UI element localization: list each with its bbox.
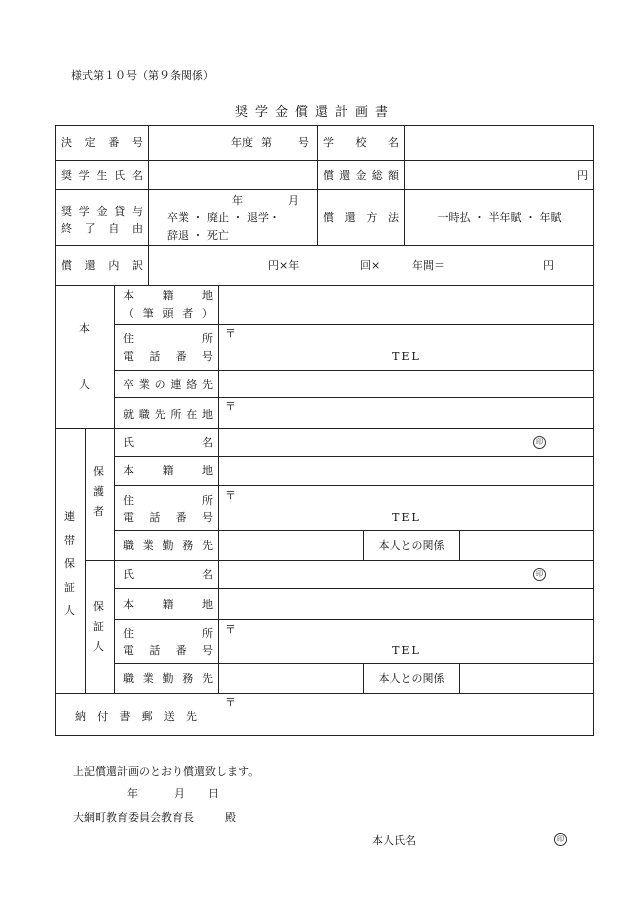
addressee: 大網町教育委員会教育長 — [73, 811, 194, 824]
employer-postal-mark: 〒 — [225, 400, 236, 413]
end-reasons-line2: 辞退 ・ 死亡 — [167, 229, 229, 242]
guardian-name-label: 氏 名 — [123, 436, 213, 449]
self-address-label: 住 所 — [123, 332, 213, 345]
loan-end-label-line1: 奨 学 金 貸 与 — [61, 205, 143, 218]
honorific: 殿 — [225, 811, 236, 824]
self-tel: TEL — [392, 350, 421, 363]
breakdown-label: 償 還 内 訳 — [61, 259, 143, 272]
guardian-relation-label: 本人との関係 — [378, 539, 445, 552]
guarantor-postal-mark: 〒 — [225, 623, 236, 636]
joint-guarantor-label: 連 帯 保 証 人 — [64, 510, 75, 617]
graduation-contact-field[interactable] — [223, 376, 589, 393]
self-postal-mark: 〒 — [225, 327, 236, 340]
repayment-method-options: 一時払 ・ 半年賦 ・ 年賦 — [437, 211, 562, 224]
end-month-text: 月 — [288, 194, 299, 207]
self-group-label-1: 本 — [79, 322, 90, 335]
school-name-field[interactable] — [408, 136, 590, 150]
signature-label: 本人氏名 — [372, 834, 416, 847]
self-domicile-field[interactable] — [223, 290, 589, 320]
guardian-address-label: 住 所 — [123, 494, 213, 507]
guarantor-label: 保 証 人 — [93, 600, 104, 653]
breakdown-yen-total: 円 — [543, 259, 554, 272]
domicile-label: 本 籍 地 — [123, 289, 213, 302]
repayment-statement: 上記償還計画のとおり償還致します。 — [73, 765, 260, 778]
end-year-text: 年 — [232, 194, 243, 207]
guarantor-workplace-label: 職 業 勤 務 先 — [123, 672, 213, 685]
number-suffix: 号 — [298, 136, 309, 149]
guardian-tel: TEL — [392, 511, 421, 524]
total-repayment-label: 償 還 金 総 額 — [323, 169, 399, 182]
guarantor-tel: TEL — [392, 644, 421, 657]
repayment-plan-table — [55, 125, 594, 736]
number-prefix: 第 — [261, 136, 272, 149]
signature-seal-icon: 印 — [554, 833, 567, 846]
guardian-seal-icon: 印 — [533, 436, 546, 449]
breakdown-years-equals: 年間＝ — [412, 259, 445, 272]
payment-postal-mark: 〒 — [225, 696, 236, 709]
decision-number-label: 決 定 番 号 — [61, 136, 143, 149]
form-number: 様式第１０号（第９条関係） — [71, 69, 214, 82]
guardian-label: 保 護 者 — [93, 465, 104, 518]
student-name-label: 奨 学 生 氏 名 — [61, 169, 143, 182]
school-name-label: 学 校 名 — [323, 136, 399, 149]
guarantor-name-label: 氏 名 — [123, 568, 213, 581]
graduation-contact-label: 卒 業 の 連 絡 先 — [123, 378, 213, 391]
guardian-phone-label: 電 話 番 号 — [123, 511, 213, 524]
breakdown-yen-per-year: 円×年 — [268, 259, 300, 272]
household-head-label: （ 筆 頭 者 ） — [123, 307, 213, 320]
date-day: 日 — [208, 787, 219, 800]
employer-address-label: 就 職 先 所 在 地 — [123, 408, 213, 421]
guardian-postal-mark: 〒 — [225, 489, 236, 502]
date-year: 年 — [127, 787, 138, 800]
end-reasons-line1: 卒業 ・ 廃止 ・ 退学・ — [167, 211, 280, 224]
total-repayment-yen: 円 — [577, 169, 588, 182]
loan-end-label-line2: 終 了 自 由 — [61, 222, 143, 235]
guarantor-relation-label: 本人との関係 — [378, 672, 445, 685]
date-month: 月 — [174, 787, 185, 800]
guardian-domicile-label: 本 籍 地 — [123, 464, 213, 477]
page-title: 奨学金償還計画書 — [234, 105, 395, 120]
guarantor-domicile-label: 本 籍 地 — [123, 598, 213, 611]
guarantor-phone-label: 電 話 番 号 — [123, 644, 213, 657]
self-phone-label: 電 話 番 号 — [123, 350, 213, 363]
fiscal-year-text: 年度 — [231, 136, 253, 149]
payment-slip-address-label: 納 付 書 郵 送 先 — [75, 710, 197, 723]
guardian-workplace-label: 職 業 勤 務 先 — [123, 539, 213, 552]
self-group-label-2: 人 — [79, 378, 90, 391]
student-name-field[interactable] — [153, 169, 313, 183]
guarantor-seal-icon: 印 — [533, 568, 546, 581]
guarantor-address-label: 住 所 — [123, 627, 213, 640]
breakdown-times: 回× — [360, 259, 381, 272]
repayment-method-label: 償 還 方 法 — [323, 211, 399, 224]
